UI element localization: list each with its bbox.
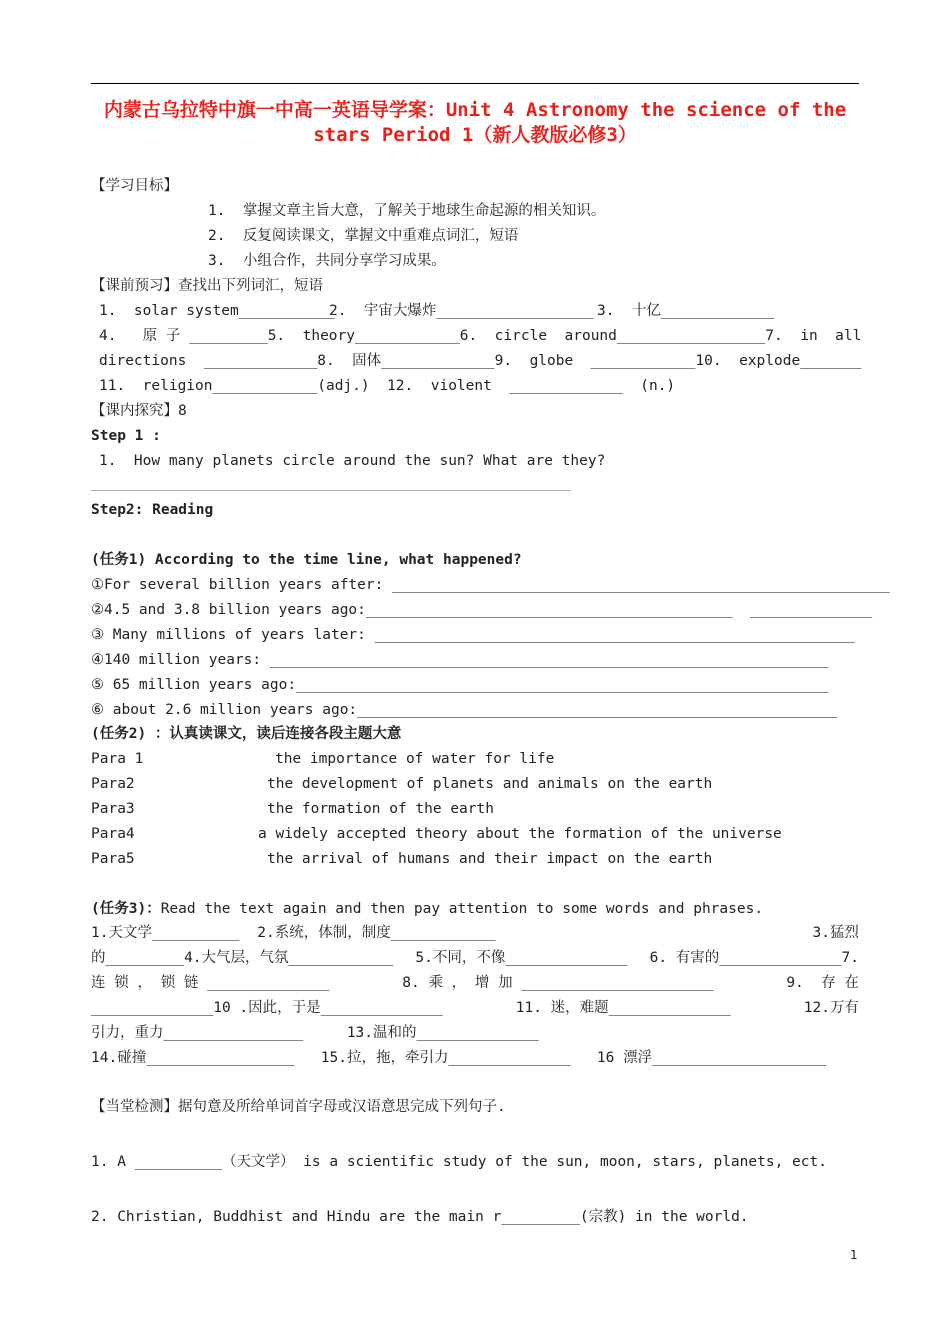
- para-label: Para5: [91, 851, 135, 867]
- vocab-item: 1.天文学__________: [91, 925, 240, 941]
- step1-label: Step 1 :: [91, 428, 161, 444]
- vocab-row: [91, 948, 859, 968]
- vocab-row: [91, 998, 859, 1018]
- para-label: Para3: [91, 801, 135, 817]
- para-label: Para2: [91, 776, 135, 792]
- explore-heading: 【课内探究】8: [91, 403, 187, 419]
- para-topic: the importance of water for life: [275, 751, 555, 767]
- preview-item: 1. solar system___________: [99, 303, 335, 319]
- exercise-sentence: 2. Christian, Buddhist and Hindu are the main r_________(宗教) in the world.: [91, 1209, 749, 1225]
- answer-blank: _____________________________________________________________________________________: [91, 480, 571, 491]
- vocab-item: 11. 迷，难题______________: [515, 1000, 731, 1016]
- para-topic: the development of planets and animals on the earth: [267, 776, 713, 792]
- preview-item: 3. 十亿_____________: [597, 303, 775, 319]
- exercise-sentence: 1. A __________（天文学） is a scientific study of the sun, moon, stars, planets, ect.: [91, 1154, 827, 1170]
- vocab-item: 6. 有害的______________7.: [649, 950, 859, 966]
- task2-heading: [91, 724, 401, 744]
- vocab-item: 3.猛烈: [812, 925, 859, 941]
- objectives-heading: 【学习目标】: [91, 178, 178, 194]
- check-heading-text: 据句意及所给单词首字母或汉语意思完成下列句子.: [178, 1099, 506, 1115]
- page-title: 内蒙古乌拉特中旗一中高一英语导学案：Unit 4 Astronomy the science of the stars Period 1（新人教版必修3）: [103, 99, 847, 146]
- preview-item: 10. explode_______: [695, 353, 862, 369]
- timeline-item: ⑥ about 2.6 million years ago:_______________________________________________________: [91, 702, 838, 718]
- para-label: Para 1: [91, 751, 144, 767]
- step2-label: Step2: Reading: [91, 502, 214, 518]
- para-topic: the formation of the earth: [267, 801, 494, 817]
- vocab-row: [91, 923, 859, 943]
- vocab-item: 9. 存 在: [786, 975, 859, 991]
- vocab-row: [91, 973, 859, 993]
- objective-item: 3. 小组合作，共同分享学习成果。: [208, 253, 446, 269]
- preview-heading: 【课前预习】查找出下列词汇，短语: [91, 278, 323, 294]
- check-heading: [91, 1097, 506, 1117]
- vocab-item: 的_________4.大气层，气氛____________: [91, 950, 394, 966]
- task2-heading-text: (任务2) ：认真读课文，读后连接各段主题大意: [91, 726, 402, 742]
- para-topic: a widely accepted theory about the formation of the universe: [258, 826, 782, 842]
- header-rule: [91, 83, 859, 84]
- preview-item: directions _____________: [99, 353, 318, 369]
- preview-item: 9. globe ____________: [494, 353, 696, 369]
- timeline-item: ②4.5 and 3.8 billion years ago:__________________________________________ ______________: [91, 602, 873, 618]
- para-topic: the arrival of humans and their impact on the earth: [267, 851, 713, 867]
- objective-item: 2. 反复阅读课文，掌握文中重难点词汇，短语: [208, 228, 519, 244]
- preview-item: 8. 固体_____________: [317, 353, 495, 369]
- task3-heading: [91, 899, 763, 919]
- timeline-item: ④140 million years: ________________________________________________________________: [91, 652, 829, 668]
- task3-heading-label: (任务3)：: [91, 901, 161, 917]
- timeline-item: ①For several billion years after: _________________________________________________________: [91, 577, 890, 593]
- check-heading-label: 【当堂检测】: [91, 1099, 178, 1115]
- preview-row: [99, 351, 862, 371]
- preview-item: 5. theory____________: [267, 328, 460, 344]
- preview-item: 7. in all: [765, 328, 862, 344]
- preview-row: [99, 326, 862, 346]
- task3-heading-text: Read the text again and then pay attention to some words and phrases.: [160, 901, 764, 917]
- timeline-item: ⑤ 65 million years ago:_____________________________________________________________: [91, 677, 829, 693]
- vocab-item: ______________10 .因此，于是______________: [91, 1000, 443, 1016]
- vocab-row: 引力，重力________________ 13.温和的______________: [91, 1025, 539, 1041]
- vocab-row: 14.碰撞_________________ 15.拉，拖，牵引力______________ 16 漂浮____________________: [91, 1050, 827, 1066]
- objective-item: 1. 掌握文章主旨大意，了解关于地球生命起源的相关知识。: [208, 203, 606, 219]
- preview-item: 2. 宇宙大爆炸__________________: [329, 303, 594, 319]
- timeline-item: ③ Many millions of years later: _______________________________________________________: [91, 627, 855, 643]
- vocab-item: 连 锁 ， 锁 链 ______________: [91, 975, 330, 991]
- para-label: Para4: [91, 826, 135, 842]
- question-1: 1. How many planets circle around the sun? What are they?: [99, 453, 606, 469]
- vocab-item: 8. 乘 ， 增 加 ______________________: [402, 975, 714, 991]
- vocab-item: 5.不同，不像______________: [415, 950, 628, 966]
- preview-item: 4. 原 子 _________: [99, 328, 268, 344]
- preview-item: 11. religion____________(adj.) 12. violent _____________ (n.): [99, 378, 676, 394]
- vocab-item: 2.系统，体制，制度____________: [257, 925, 496, 941]
- preview-item: 6. circle around_________________: [459, 328, 766, 344]
- page-number: 1: [850, 1248, 858, 1262]
- vocab-item: 12.万有: [803, 1000, 859, 1016]
- task1-heading: (任务1) According to the time line, what happened?: [91, 552, 522, 568]
